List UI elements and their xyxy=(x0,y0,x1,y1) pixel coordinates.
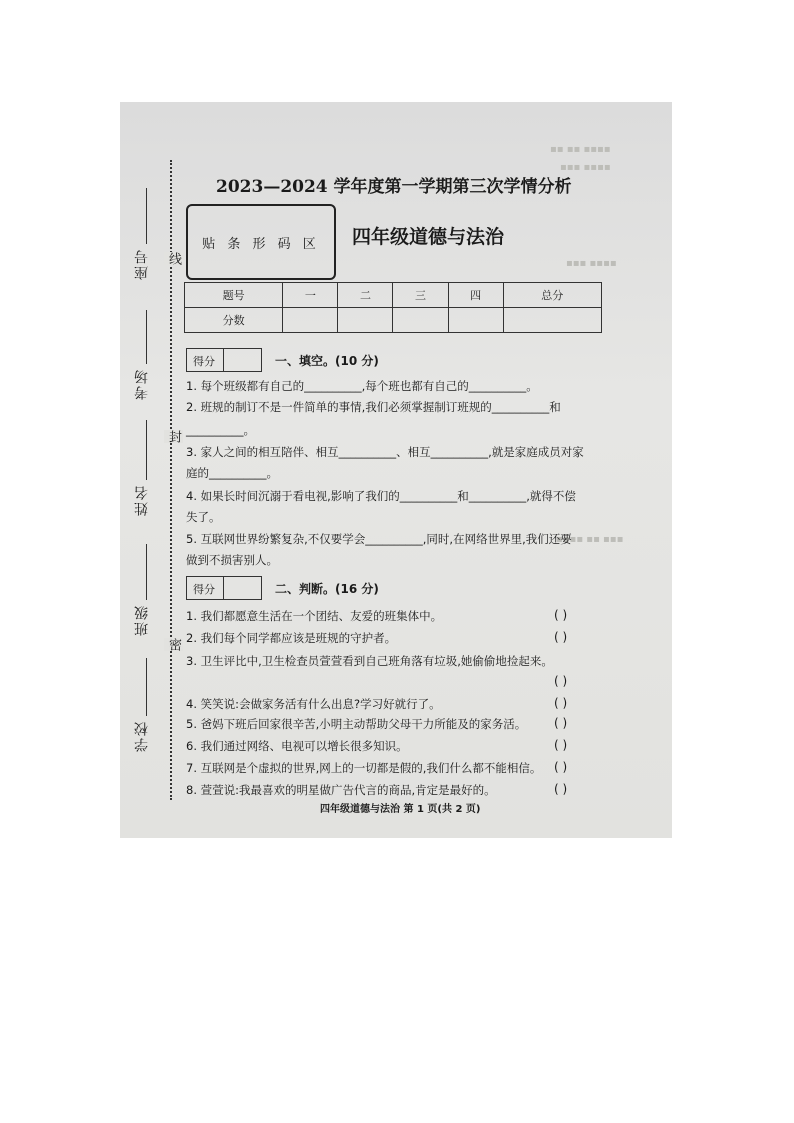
answer-paren: ( ) xyxy=(554,760,568,774)
fill-question-line: 5. 互联网世界纷繁复杂,不仅要学会__________,同时,在网络世界里,我们还要 xyxy=(186,532,572,546)
section2-score-box xyxy=(186,576,262,600)
seal-feng-char: 封 xyxy=(166,430,181,443)
score-cell: 题号 xyxy=(185,283,283,308)
score-cell xyxy=(338,308,393,333)
answer-paren: ( ) xyxy=(554,630,568,644)
exam-room-label: 考场 xyxy=(134,368,150,400)
judge-question-line: 4. 笑笑说:会做家务活有什么出息?学习好就行了。 xyxy=(186,697,441,711)
score-table-value-row xyxy=(185,308,602,333)
seat-label: 座号 xyxy=(134,248,150,280)
subject-title: 四年级道德与法治 xyxy=(352,226,505,248)
score-table xyxy=(184,282,602,333)
score-cell xyxy=(503,308,601,333)
judge-question-line: 5. 爸妈下班后回家很辛苦,小明主动帮助父母干力所能及的家务活。 xyxy=(186,717,527,731)
score-cell: 四 xyxy=(448,283,503,308)
fill-question-line: 3. 家人之间的相互陪伴、相互__________、相互__________,就是家庭成员对家 xyxy=(186,445,584,459)
bleed-through: ▪▪▪▪ ▪▪ ▪▪▪ xyxy=(556,534,624,545)
section2-title: 二、判断。(16 分) xyxy=(275,582,379,596)
fill-question-line: 1. 每个班级都有自己的__________,每个班也都有自己的__________。 xyxy=(186,379,538,393)
answer-paren: ( ) xyxy=(554,782,568,796)
answer-paren: ( ) xyxy=(554,738,568,752)
seal-line-char: 线 xyxy=(166,252,181,265)
name-underline xyxy=(146,420,147,480)
fill-question-line: 2. 班规的制订不是一件简单的事情,我们必须掌握制订班规的__________和 xyxy=(186,400,561,414)
class-underline xyxy=(146,544,147,600)
seat-underline xyxy=(146,188,147,244)
fill-question-line: 庭的__________。 xyxy=(186,466,278,480)
answer-paren: ( ) xyxy=(554,696,568,710)
score-table-header-row xyxy=(185,283,602,308)
fill-question-line: 4. 如果长时间沉溺于看电视,影响了我们的__________和__________,就得不偿 xyxy=(186,489,576,503)
barcode-area: 贴 条 形 码 区 xyxy=(186,204,336,280)
bleed-through: ▪▪ ▪▪ ▪▪▪▪ xyxy=(550,144,611,155)
score-cell: 一 xyxy=(283,283,338,308)
score-box-label: 得分 xyxy=(193,355,215,368)
score-cell: 二 xyxy=(338,283,393,308)
fill-question-line: __________。 xyxy=(186,423,255,437)
judge-question-line: 6. 我们通过网络、电视可以增长很多知识。 xyxy=(186,739,408,753)
score-cell xyxy=(393,308,448,333)
bleed-through: ▪▪▪ ▪▪▪▪ xyxy=(566,258,617,269)
page-footer: 四年级道德与法治 第 1 页(共 2 页) xyxy=(320,804,481,815)
score-cell xyxy=(448,308,503,333)
name-label: 姓名 xyxy=(134,484,150,516)
score-box-label: 得分 xyxy=(193,583,215,596)
seal-mi-char: 密 xyxy=(166,638,181,651)
score-cell: 总分 xyxy=(503,283,601,308)
answer-paren: ( ) xyxy=(554,674,568,688)
section1-score-box xyxy=(186,348,262,372)
class-label: 班级 xyxy=(134,604,150,636)
scanned-exam-photo xyxy=(120,102,672,838)
score-cell: 三 xyxy=(393,283,448,308)
judge-question-line: 3. 卫生评比中,卫生检查员萱萱看到自己班角落有垃圾,她偷偷地捡起来。 xyxy=(186,654,553,668)
answer-paren: ( ) xyxy=(554,608,568,622)
judge-question-line: 7. 互联网是个虚拟的世界,网上的一切都是假的,我们什么都不能相信。 xyxy=(186,761,542,775)
judge-question-line: 1. 我们都愿意生活在一个团结、友爱的班集体中。 xyxy=(186,609,443,623)
fill-question-line: 失了。 xyxy=(186,510,221,524)
judge-question-line: 8. 萱萱说:我最喜欢的明星做广告代言的商品,肯定是最好的。 xyxy=(186,783,496,797)
fill-question-line: 做到不损害别人。 xyxy=(186,553,278,567)
exam-title: 2023—2024 学年度第一学期第三次学情分析 xyxy=(216,177,572,197)
school-underline xyxy=(146,658,147,716)
exam-room-underline xyxy=(146,310,147,364)
section1-title: 一、填空。(10 分) xyxy=(275,354,379,368)
answer-paren: ( ) xyxy=(554,716,568,730)
score-cell xyxy=(283,308,338,333)
school-label: 学校 xyxy=(134,720,150,752)
judge-question-line: 2. 我们每个同学都应该是班规的守护者。 xyxy=(186,631,397,645)
bleed-through: ▪▪▪ ▪▪▪▪ xyxy=(560,162,611,173)
score-cell: 分数 xyxy=(185,308,283,333)
